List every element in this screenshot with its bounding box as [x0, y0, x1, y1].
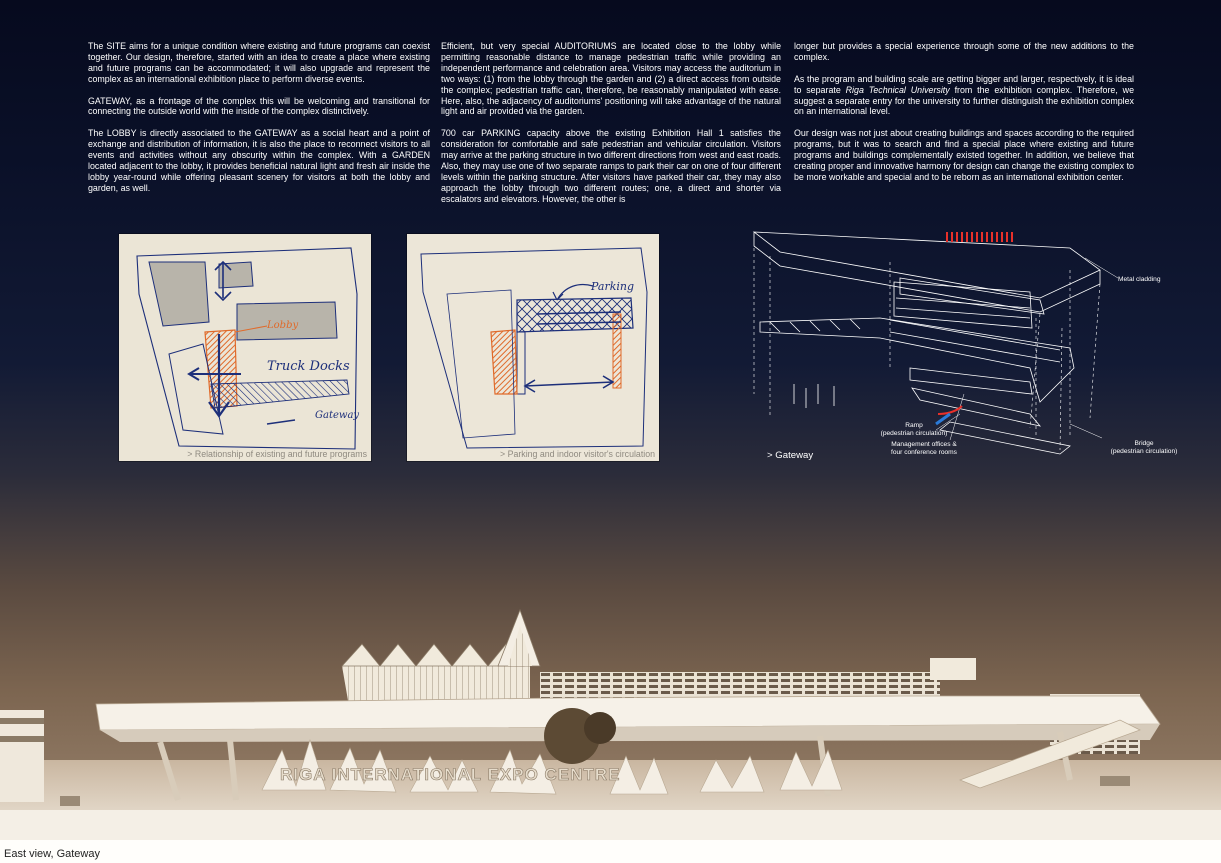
rendering-caption: East view, Gateway: [4, 848, 100, 860]
text-column-2: [441, 41, 781, 215]
university-text-b: from the exhibition complex. Therefore, we suggest a separate entry for the university to further distinguish the exhibition complex on an international level.: [794, 84, 1135, 117]
auditoriums-paragraph: Efficient, but very special AUDITORIUMS are located close to the lobby while permitting reasonable distance to manage pedestrian traffic while providing an independent performance and celebration area. Visitors may access the auditorium in two ways: (1) from the lobby through the garden and (2) a direct access from outside the complex; pedestrian traffic can, therefore, be reasonably manipulated with ease. Here, also, the adjacency of auditoriums' positioning will take advantage of the natural light and air provided via the garden.: [441, 41, 781, 117]
east-view-model: [0, 600, 1221, 840]
note-gateway: Gateway: [315, 410, 360, 421]
label-ramp-title: Ramp: [905, 422, 923, 429]
site-paragraph: The SITE aims for a unique condition where existing and future programs can coexist together. Our design, therefore, started with an idea to create a place where existing and future programs can be accommodated; it will also upgrade and represent the complex as an international exhibition place to perform diverse events.: [88, 41, 430, 84]
sketch-parking-drawing: [407, 234, 659, 461]
sketch-parking: [407, 234, 659, 461]
university-name: Riga Technical University: [845, 84, 950, 95]
bottom-band: [0, 840, 1221, 863]
label-ramp-sub: (pedestrian circulation): [880, 429, 948, 437]
sketch-programs-drawing: [119, 234, 371, 461]
sketch-programs-caption: > Relationship of existing and future programs: [187, 449, 367, 459]
label-bridge-title: Bridge: [1134, 440, 1154, 447]
parking-continued-paragraph: longer but provides a special experience through some of the new additions to the complex.: [794, 41, 1134, 62]
label-management: [844, 441, 1004, 457]
university-paragraph: [794, 74, 1134, 118]
label-management-title: Management offices &: [891, 441, 957, 448]
gateway-paragraph: GATEWAY, as a frontage of the complex this will be welcoming and transitional for connecting the outside world with the inside of the complex distinctively.: [88, 95, 430, 117]
label-metal-cladding: Metal cladding: [1118, 276, 1161, 283]
university-text-a: As the program and building scale are getting bigger and larger, respectively, it is ideal to separate: [794, 73, 1134, 95]
label-bridge: [1094, 440, 1194, 456]
parking-paragraph: 700 car PARKING capacity above the existing Exhibition Hall 1 satisfies the consideration for comfortable and safe pedestrian and vehicular circulation. Visitors may arrive at the parking structure in two different directions from west and east roads. Also, they may use one of two separate ramps to park their car on one of four different levels within the parking structure. After visitors have parked their car, they may also approach the lobby through two different routes; one, a direct and shorter via escalators and elevators. However, the other is: [441, 128, 781, 204]
text-column-3: [794, 41, 1134, 194]
design-paragraph: Our design was not just about creating buildings and spaces according to the required programs, but it was to search and find a special place where existing and future programs and buildings complementally existed together. In addition, we believe that creating proper and innovative harmony for design can change the existing complex to be more workable and special and to be reborn as an international exhibition center.: [794, 128, 1134, 182]
note-lobby: Lobby: [267, 320, 299, 331]
label-bridge-sub: (pedestrian circulation): [1110, 447, 1178, 455]
lobby-paragraph: The LOBBY is directly associated to the GATEWAY as a social heart and a point of exchange and distribution of information, it is also the place to reconnect visitors to all events and activities without any obscurity within the complex. With a GARDEN located adjacent to the lobby, it provides beneficial natural light and fresh air inside the lobby year-round while offering pleasant scenery for visitors at both the lobby and garden, as well.: [88, 128, 430, 193]
label-management-sub: four conference rooms: [891, 448, 957, 456]
diagram-caption: > Gateway: [767, 450, 814, 461]
gateway-exploded-diagram: [740, 218, 1210, 468]
label-ramp: [834, 422, 994, 438]
east-view-rendering: [0, 600, 1221, 840]
sketch-programs: [119, 234, 371, 461]
note-truck-docks: Truck Docks: [267, 359, 350, 374]
sketch-parking-caption: > Parking and indoor visitor's circulation: [500, 449, 655, 459]
riga-sign-text: RIGA INTERNATIONAL EXPO CENTRE: [280, 765, 621, 784]
text-column-1: [88, 41, 430, 205]
note-parking: Parking: [591, 280, 635, 293]
